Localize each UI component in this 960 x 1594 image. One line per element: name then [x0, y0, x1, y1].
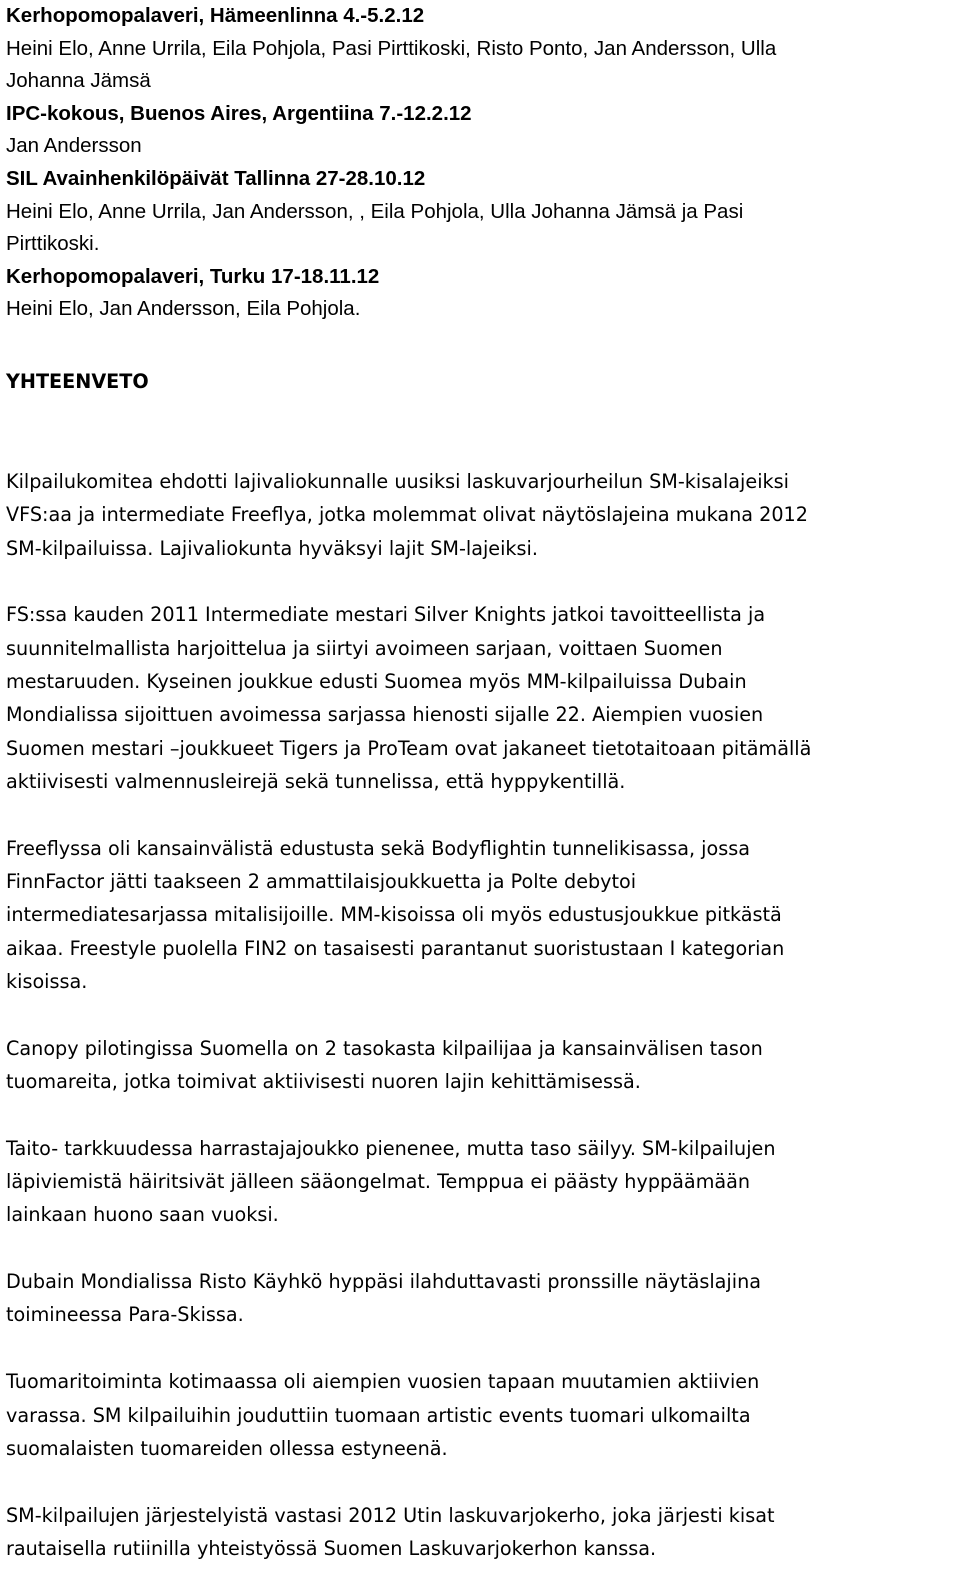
document-page: [6, 0, 954, 1560]
paragraph-line: VFS:aa ja intermediate Freeflya, jotka molemmat olivat näytöslajeina mukana 2012: [6, 503, 808, 527]
paragraph-line: rautaisella rutiinilla yhteistyössä Suomen Laskuvarjokerhon kanssa.: [6, 1536, 657, 1560]
meeting-participants: Heini Elo, Jan Andersson, Eila Pohjola.: [6, 297, 361, 321]
summary-paragraphs: [6, 465, 954, 1565]
meeting-title: Kerhopomopalaveri, Hämeenlinna 4.-5.2.12: [6, 4, 425, 27]
paragraph-line: FS:ssa kauden 2011 Intermediate mestari Silver Knights jatkoi tavoitteellista ja: [6, 603, 766, 627]
paragraph-line: Mondialissa sijoittuen avoimessa sarjassa hienosti sijalle 22. Aiempien vuosien: [6, 703, 764, 727]
paragraph-line: mestaruuden. Kyseinen joukkue edusti Suomea myös MM-kilpailuissa Dubain: [6, 669, 747, 693]
meeting-title: SIL Avainhenkilöpäivät Tallinna 27-28.10.12: [6, 166, 426, 190]
paragraph-line: intermediatesarjassa mitalisijoille. MM-kisoissa oli myös edustusjoukkue pitkästä: [6, 903, 782, 927]
paragraph-line: läpiviemistä häiritsivät jälleen sääongelmat. Temppua ei päästy hyppäämään: [6, 1170, 751, 1194]
paragraph-line: lainkaan huono saan vuoksi.: [6, 1203, 279, 1227]
paragraph-line: aktiivisesti valmennusleirejä sekä tunnelissa, että hyppykentillä.: [6, 769, 626, 793]
paragraph-line: varassa. SM kilpailuihin jouduttiin tuomaan artistic events tuomari ulkomailta: [6, 1403, 751, 1427]
paragraph-line: Taito- tarkkuudessa harrastajajoukko pienenee, mutta taso säilyy. SM-kilpailujen: [6, 1136, 776, 1160]
meeting-participants: Jan Andersson: [6, 134, 142, 158]
paragraph-line: Tuomaritoiminta kotimaassa oli aiempien vuosien tapaan muutamien aktiivien: [6, 1370, 760, 1394]
paragraph: [6, 1132, 954, 1232]
paragraph-line: Suomen mestari –joukkueet Tigers ja ProTeam ovat jakaneet tietotaitoaan pitämällä: [6, 736, 812, 760]
paragraph-line: Freeflyssa oli kansainvälistä edustusta sekä Bodyflightin tunnelikisassa, jossa: [6, 836, 750, 860]
paragraph-line: Kilpailukomitea ehdotti lajivaliokunnalle uusiksi laskuvarjourheilun SM-kisalajeiksi: [6, 470, 789, 493]
paragraph-line: toimineessa Para-Skissa.: [6, 1303, 244, 1327]
meeting-participants: Heini Elo, Anne Urrila, Eila Pohjola, Pasi Pirttikoski, Risto Ponto, Jan Andersson, Ulla: [6, 36, 777, 60]
paragraph-line: suunnitelmallista harjoittelua ja siirtyi avoimeen sarjaan, voittaen Suomen: [6, 636, 723, 660]
paragraph-line: tuomareita, jotka toimivat aktiivisesti nuoren lajin kehittämisessä.: [6, 1069, 641, 1093]
meeting-list: [6, 0, 954, 326]
paragraph-line: SM-kilpailuissa. Lajivaliokunta hyväksyi lajit SM-lajeiksi.: [6, 536, 538, 560]
meeting-participants: Johanna Jämsä: [6, 69, 151, 93]
paragraph: [6, 1365, 954, 1465]
meeting-title: Kerhopomopalaveri, Turku 17-18.11.12: [6, 264, 380, 288]
meeting-participants: Pirttikoski.: [6, 232, 100, 256]
meeting-title: IPC-kokous, Buenos Aires, Argentiina 7.-12.2.12: [6, 101, 472, 125]
paragraph-line: Canopy pilotingissa Suomella on 2 tasokasta kilpailijaa ja kansainvälisen tason: [6, 1036, 763, 1060]
paragraph-line: FinnFactor jätti taakseen 2 ammattilaisjoukkuetta ja Polte debytoi: [6, 869, 637, 893]
paragraph-line: suomalaisten tuomareiden ollessa estyneenä.: [6, 1436, 448, 1460]
paragraph: [6, 1032, 954, 1099]
paragraph-line: kisoissa.: [6, 969, 88, 993]
paragraph-line: SM-kilpailujen järjestelyistä vastasi 2012 Utin laskuvarjokerho, joka järjesti kisat: [6, 1503, 775, 1527]
paragraph-line: Dubain Mondialissa Risto Käyhkö hyppäsi ilahduttavasti pronssille näytäslajina: [6, 1270, 762, 1294]
paragraph: [6, 465, 954, 565]
summary-heading: YHTEENVETO: [6, 370, 149, 393]
paragraph-line: aikaa. Freestyle puolella FIN2 on tasaisesti parantanut suoristustaan I kategorian: [6, 936, 785, 960]
meeting-participants: Heini Elo, Anne Urrila, Jan Andersson, , Eila Pohjola, Ulla Johanna Jämsä ja Pasi: [6, 199, 744, 223]
paragraph: [6, 1499, 954, 1566]
paragraph: [6, 598, 954, 798]
paragraph: [6, 832, 954, 998]
paragraph: [6, 1265, 954, 1332]
